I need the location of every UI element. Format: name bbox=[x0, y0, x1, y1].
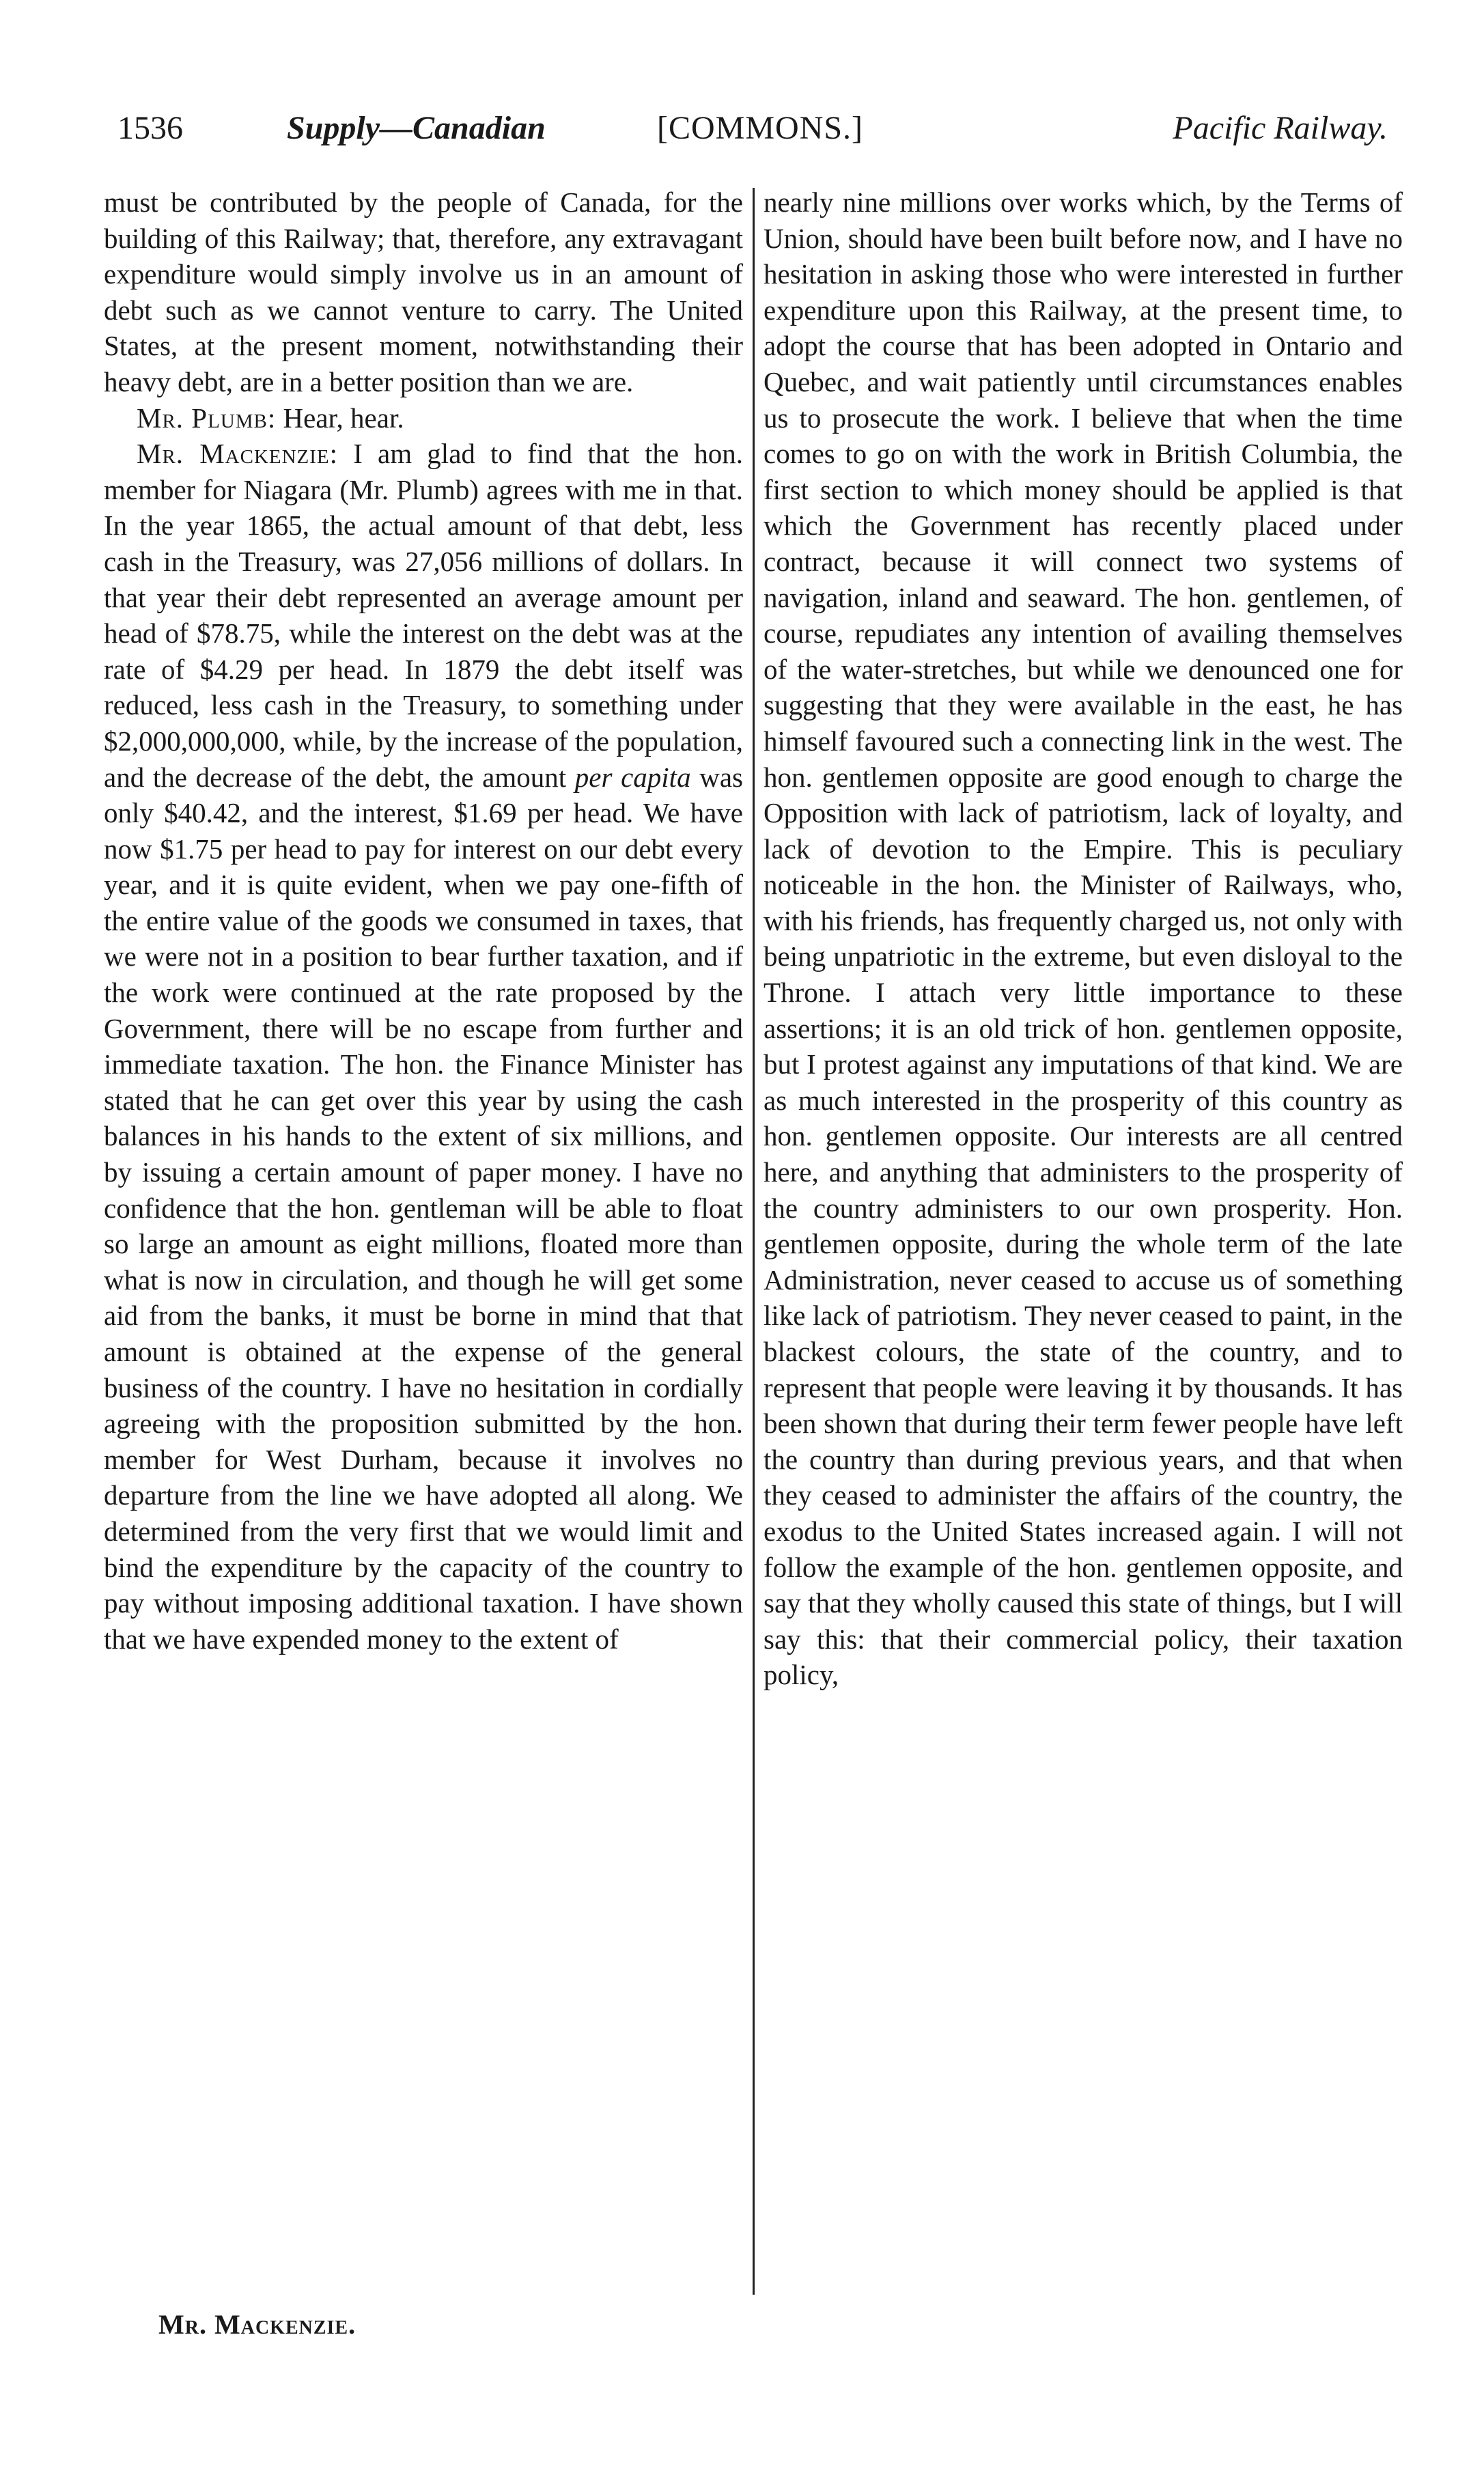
paragraph: must be contributed by the people of Canada, for the building of this Railway; that, therefore, any extravagant expenditure would simply involve us in an amount of debt such as we cannot venture to carry. The United States, at the present moment, notwithstanding their heavy debt, are in a better position than we are. bbox=[104, 186, 743, 397]
speech-text: I am glad to find that the hon. member for Niagara (Mr. Plumb) agrees with me in that. In the year 1865, the actual amount of that debt, less cash in the Treasury, was 27,056 millions of dollars. In that year their debt represented an average amount per head of $78.75, while the interest on the debt was at the rate of $4.29 per head. In 1879 the debt itself was reduced, less cash in the Treasury, to something under $2,000,000,000, while, by the increase of the population, and the decrease of the debt, the amount bbox=[104, 438, 743, 793]
left-column bbox=[104, 184, 743, 2288]
header-center-title: [COMMONS.] bbox=[657, 110, 864, 146]
column-divider bbox=[753, 188, 755, 2295]
speech-text: was only $40.42, and the interest, $1.69 per head. We have now $1.75 per head to pay for interest on our debt every year, and it is quite evident, when we pay one-fifth of the entire value of the goods we consumed in taxes, that we were not in a position to bear further taxation, and if the work were continued at the rate proposed by the Government, there will be no escape from further and immediate taxation. The hon. the Finance Minister has stated that he can get over this year by using the cash balances in his hands to the extent of six millions, and by issuing a certain amount of paper money. I have no confidence that the hon. gentleman will be able to float so large an amount as eight millions, floated more than what is now in circulation, and though he will get some aid from the banks, it must be borne in mind that that amount is obtained at the expense of the general business of the country. I have no hesitation in cordially agreeing with the proposition submitted by the hon. member for West Durham, because it involves no departure from the line we have adopted all along. We determined from the very first that we would limit and bind the expenditure by the capacity of the country to pay without imposing additional taxation. I have shown that we have expended money to the extent of bbox=[104, 761, 743, 1655]
paragraph bbox=[104, 400, 743, 436]
paragraph bbox=[104, 436, 743, 1657]
right-column bbox=[764, 184, 1403, 2288]
header-right-title: Pacific Railway. bbox=[1173, 110, 1388, 146]
footer-speaker-name: Mr. Mackenzie. bbox=[158, 2309, 356, 2340]
italic-term: per capita bbox=[574, 761, 691, 793]
speaker-name: Mr. Plumb: bbox=[137, 402, 277, 434]
header-left-title: Supply—Canadian bbox=[287, 110, 546, 146]
running-header bbox=[117, 109, 1388, 164]
speech-text: Hear, hear. bbox=[276, 402, 404, 434]
paragraph: nearly nine millions over works which, by the Terms of Union, should have been built before now, and I have no hesitation in asking those who were interested in further expenditure upon this Railway, at the present time, to adopt the course that has been adopted in Ontario and Quebec, and wait patiently until circumstances enables us to prosecute the work. I believe that when the time comes to go on with the work in British Columbia, the first section to which money should be applied is that which the Government has recently placed under contract, because it will connect two systems of navigation, inland and seaward. The hon. gentlemen, of course, repudiates any intention of availing themselves of the water-stretches, but while we denounced one for suggesting that they were available in the east, he has himself favoured such a connecting link in the west. The hon. gentlemen opposite are good enough to charge the Opposition with lack of patriotism, lack of loyalty, and lack of devotion to the Empire. This is peculiary noticeable in the hon. the Minister of Railways, who, with his friends, has frequently charged us, not only with being unpatriotic in the extreme, but even disloyal to the Throne. I attach very little importance to these assertions; it is an old trick of hon. gentlemen opposite, but I protest against any imputations of that kind. We are as much interested in the prosperity of this country as hon. gentlemen opposite. Our interests are all centred here, and anything that administers to the prosperity of the country administers to our own prosperity. Hon. gentlemen opposite, during the whole term of the late Administration, never ceased to accuse us of something like lack of patriotism. They never ceased to paint, in the blackest colours, the state of the country, and to represent that people were leaving it by thousands. It has been shown that during their term fewer people have left the country than during previous years, and that when they ceased to administer the affairs of the country, the exodus to the United States increased again. I will not follow the example of the hon. gentlemen opposite, and say that they wholly caused this state of things, but I will say this: that their commercial policy, their taxation policy, bbox=[764, 186, 1403, 1691]
speaker-name: Mr. Mackenzie: bbox=[137, 438, 339, 470]
page-number: 1536 bbox=[117, 110, 183, 146]
